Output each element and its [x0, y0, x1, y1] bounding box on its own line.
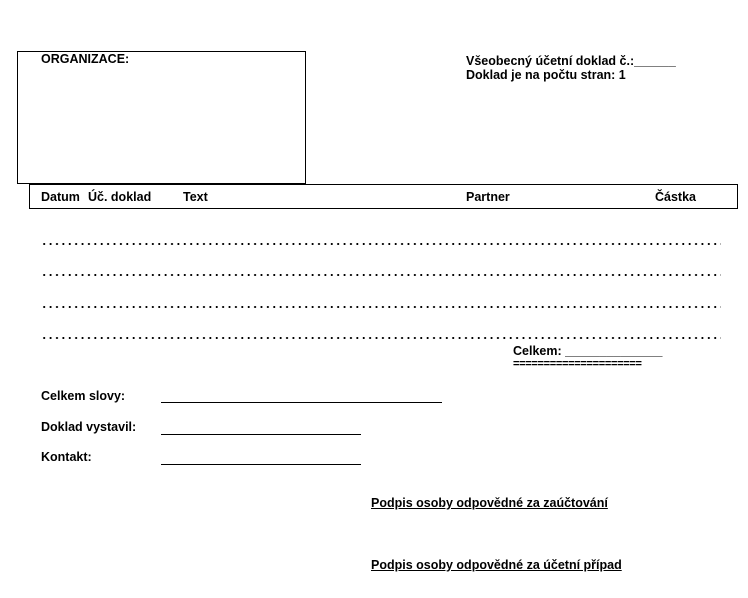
total-double-line: ===================== — [513, 358, 642, 370]
column-doklad: Úč. doklad — [88, 190, 152, 204]
entry-line — [41, 337, 721, 339]
column-datum: Datum — [41, 190, 80, 204]
document-title: Všeobecný účetní doklad č.:______ — [466, 54, 676, 68]
entry-line — [41, 306, 721, 308]
field-kontakt-line[interactable] — [161, 464, 361, 465]
entry-line — [41, 243, 721, 245]
entry-line — [41, 274, 721, 276]
column-castka: Částka — [655, 190, 696, 204]
signature-zauctovani: Podpis osoby odpovědné za zaúčtování — [371, 496, 608, 510]
field-doklad-vystavil-label: Doklad vystavil: — [41, 420, 137, 434]
organization-box — [17, 51, 306, 184]
field-kontakt-label: Kontakt: — [41, 450, 92, 464]
organization-label: ORGANIZACE: — [41, 52, 130, 66]
signature-ucetni-pripad: Podpis osoby odpovědné za účetní případ — [371, 558, 622, 572]
column-partner: Partner — [466, 190, 510, 204]
total-label: Celkem: ______________ — [513, 344, 663, 358]
field-celkem-slovy-label: Celkem slovy: — [41, 389, 126, 403]
field-celkem-slovy-line[interactable] — [161, 402, 442, 403]
page-count: Doklad je na počtu stran: 1 — [466, 68, 626, 82]
field-doklad-vystavil-line[interactable] — [161, 434, 361, 435]
column-text: Text — [183, 190, 208, 204]
